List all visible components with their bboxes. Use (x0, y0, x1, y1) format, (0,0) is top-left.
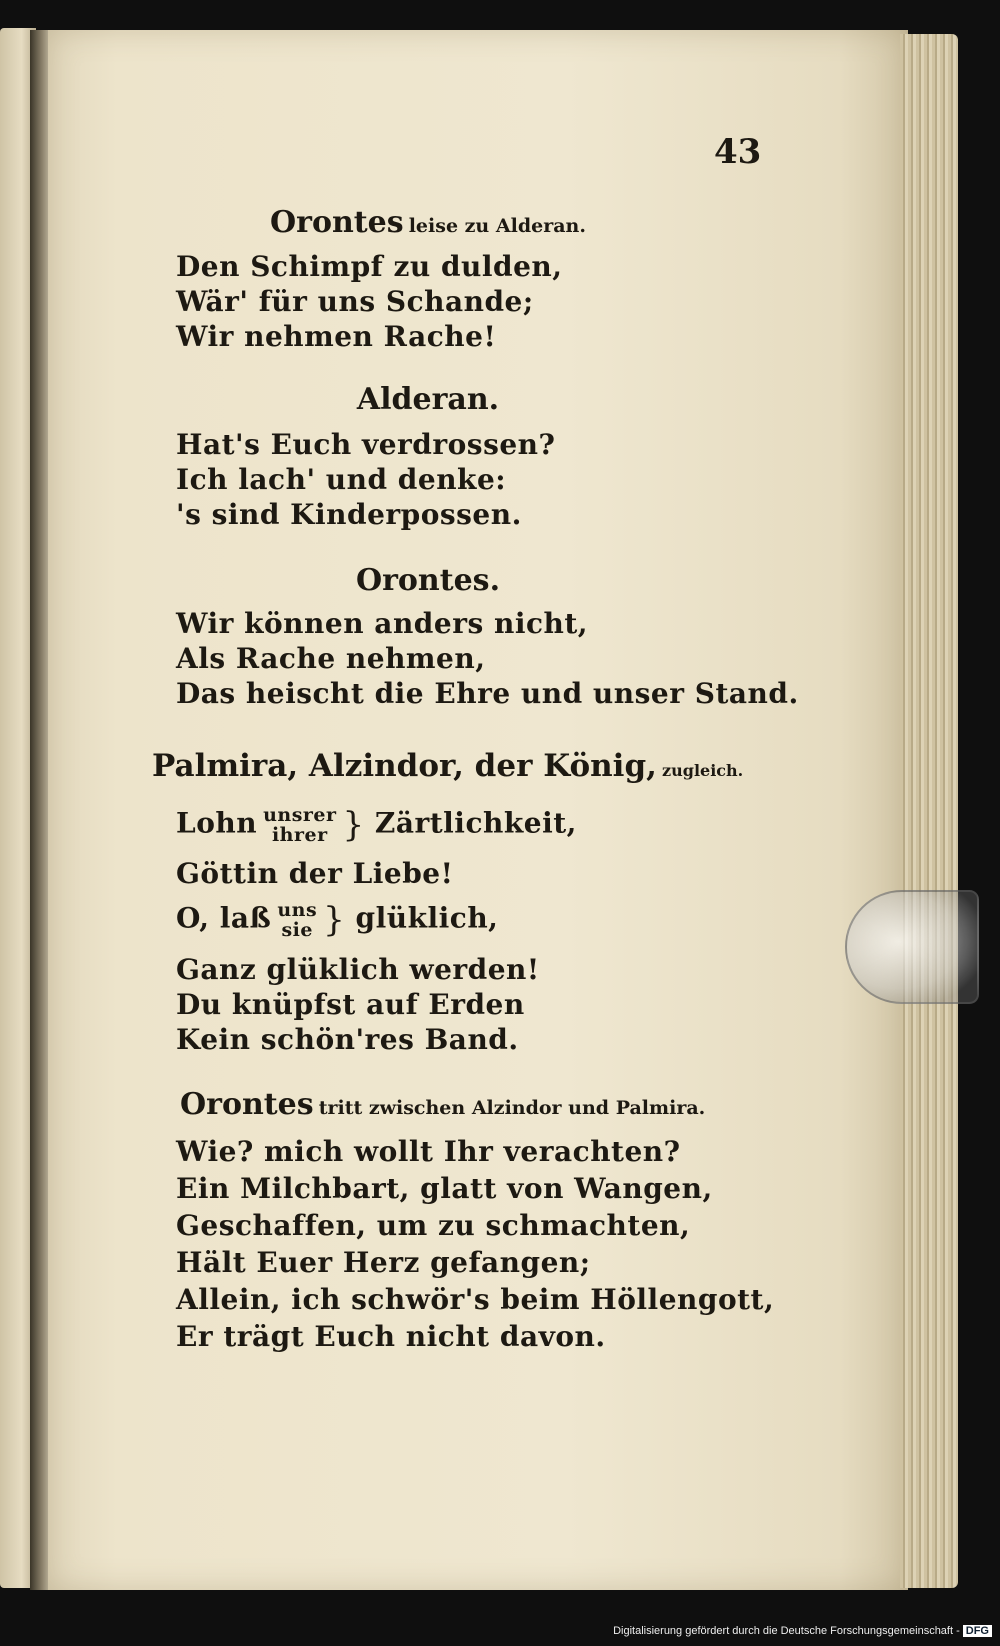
verse-word: glüklich, (355, 901, 499, 935)
stage-direction: leise zu Alderan. (408, 215, 586, 237)
verse-line: Ein Milchbart, glatt von Wangen, (176, 1172, 713, 1205)
verse-line: Wir nehmen Rache! (176, 320, 497, 353)
verse-line: Göttin der Liebe! (176, 857, 454, 890)
verse-line: Hat's Euch verdrossen? (176, 428, 556, 461)
speaker-name: Palmira, Alzindor, der König, (152, 748, 657, 784)
verse-line: Kein schön'res Band. (176, 1023, 519, 1056)
alternative-readings (277, 900, 317, 940)
alternative-readings (263, 805, 336, 845)
speaker-name: Alderan. (356, 382, 500, 417)
speaker-name: Orontes (270, 205, 404, 240)
speaker-heading (48, 205, 808, 240)
verse-line: Den Schimpf zu dulden, (176, 250, 563, 283)
reading-lower: ihrer (271, 824, 328, 846)
verse-line: Hält Euer Herz gefangen; (176, 1246, 591, 1279)
speaker-heading (152, 748, 743, 784)
verse-line: Du knüpfst auf Erden (176, 988, 525, 1021)
brace-icon: } (323, 900, 346, 940)
stage-direction: tritt zwischen Alzindor und Palmira. (318, 1097, 706, 1119)
verse-word: Lohn (176, 806, 258, 840)
speaker-name: Orontes. (355, 563, 501, 598)
verse-line: Ganz glüklich werden! (176, 953, 540, 986)
speaker-heading (180, 1087, 705, 1122)
verse-line: Das heischt die Ehre und unser Stand. (176, 677, 799, 710)
verse-line: Geschaffen, um zu schmachten, (176, 1209, 691, 1242)
page-edges (900, 34, 958, 1588)
page-number: 43 (714, 132, 762, 172)
verse-line: Wär' für uns Schande; (176, 285, 534, 318)
verse-line: Wir können anders nicht, (176, 607, 589, 640)
reading-upper: unsrer (263, 804, 337, 826)
footer-credit (613, 1625, 992, 1637)
speaker-heading (48, 563, 808, 598)
verse-word: Zärtlichkeit, (374, 806, 577, 840)
reading-lower: sie (281, 919, 313, 941)
verse-line-variant (176, 900, 498, 940)
brace-icon: } (342, 805, 365, 845)
verse-line: Er trägt Euch nicht davon. (176, 1320, 606, 1353)
verse-line: Ich lach' und denke: (176, 463, 507, 496)
verse-line: 's sind Kinderpossen. (176, 498, 522, 531)
verse-line: Wie? mich wollt Ihr verachten? (176, 1135, 681, 1168)
verse-line: Allein, ich schwör's beim Höllengott, (176, 1283, 775, 1316)
verse-line: Als Rache nehmen, (176, 642, 486, 675)
verse-line-variant (176, 805, 577, 845)
reading-upper: uns (277, 899, 318, 921)
dfg-logo: DFG (963, 1625, 992, 1637)
speaker-heading (48, 382, 808, 417)
page-holder-clip (845, 890, 979, 1004)
stage-direction: zugleich. (662, 761, 744, 780)
speaker-name: Orontes (180, 1087, 314, 1122)
footer-text: Digitalisierung gefördert durch die Deutsche Forschungsgemeinschaft - (613, 1625, 960, 1637)
verse-word: O, laß (176, 901, 272, 935)
